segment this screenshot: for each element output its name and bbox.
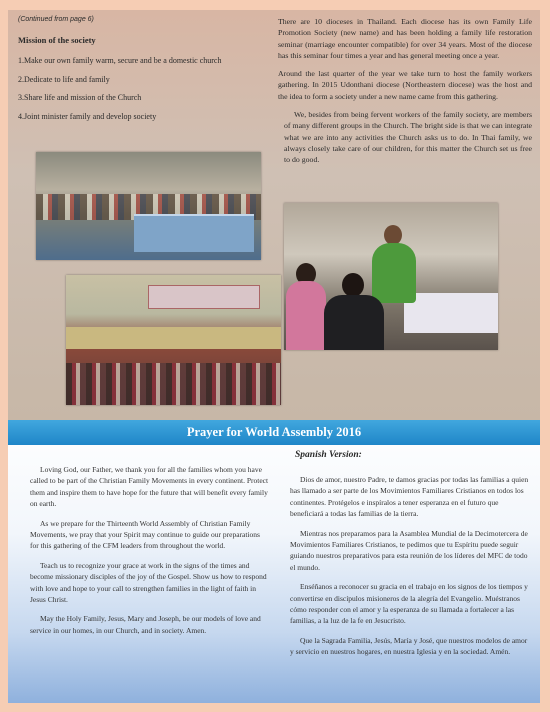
prayer-section [8, 420, 540, 703]
prayer-paragraph: Mientras nos preparamos para la Asamblea Mundial de la Decimotercera de Movimientos Familiares Cristianos, te pedimos que tu Espíritu puede seguir guiando nuestros preparativos para esta reunión de los líderes del MFC de todo el mundo. [290, 528, 528, 572]
mission-list [18, 52, 268, 126]
mission-item: 3.Share life and mission of the Church [18, 93, 142, 102]
prayer-title: Prayer for World Assembly 2016 [186, 425, 362, 439]
photo-priest-head [384, 225, 402, 245]
photo-altar [404, 293, 498, 333]
photo-boy [324, 295, 384, 350]
photo-gathering [36, 152, 261, 260]
mission-heading: Mission of the society [18, 35, 96, 45]
newsletter-page [8, 10, 540, 703]
article-paragraph: Around the last quarter of the year we take turn to host the family workers gathering. In 2015 Udonthani diocese (Northeastern diocese) was the host and the idea to form a society under a new name came from this gathering. [278, 69, 532, 101]
article-section [8, 10, 540, 420]
prayer-paragraph: Dios de amor, nuestro Padre, te damos gracias por todas las familias a quien has llamado a ser parte de los Movimientos Familiares Cristianos en todos los continentes. Protégelos e inspíralos a tener esperanza en el futuro que beneficiará a todas las familias de la tierra. [290, 475, 529, 519]
article-text [278, 16, 532, 173]
photo-priest [372, 243, 416, 303]
photo-girl [286, 281, 326, 350]
photo-stage [66, 327, 281, 349]
prayer-paragraph: Teach us to recognize your grace at work in the signs of the times and become missionary disciples of the joy of the Gospel. Show us how to respond with love and hope to your call to strengthen families in the light of faith in Jesus Christ. [30, 560, 267, 605]
mission-item: 1.Make our own family warm, secure and be a domestic church [18, 56, 222, 65]
prayer-english [30, 464, 270, 644]
photo-table [134, 214, 254, 252]
prayer-paragraph: Loving God, our Father, we thank you for all the families whom you have called to be part of the Christian Family Movements in every continent. Protect them and inspire them to have hope for the future that will benefit every family on earth. [30, 465, 269, 509]
prayer-paragraph: Enséñanos a reconocer su gracia en el trabajo en los signos de los tiempos y convertirse en discípulos misioneros de la alegría del Evangelio. Muéstranos cómo responder con el amor y la esperanza de su llamada a fortalecer a las familias, a la luz de la fe en Jesucristo. [290, 582, 528, 626]
mission-item: 2.Dedicate to life and family [18, 74, 110, 84]
prayer-paragraph: As we prepare for the Thirteenth World Assembly of Christian Family Movements, we pray that your Spirit may continue to guide our preparations for this gathering of the CFM leaders from throughout the world. [30, 518, 260, 551]
article-paragraph: We, besides from being fervent workers of the family society, are members of many different groups in the Church. The bright side is that we can integrate what we are into any activities the Church asks us to do. In Thai family, we always closely take care of our children, for this matter the Church set us free to do good. [284, 110, 532, 165]
mission-item: 4.Joint minister family and develop society [18, 111, 157, 121]
photo-banner [148, 285, 260, 309]
photo-crowd [66, 363, 281, 405]
prayer-spanish [290, 474, 530, 666]
prayer-title-bar [8, 420, 540, 445]
article-paragraph: There are 10 dioceses in Thailand. Each diocese has its own Family Life Promotion Society (new name) and has been holding a family life restoration seminar (marriage encounter compatible) for over 34 years. Most of the diocese has this seminar four times a year and has general meeting once a year. [278, 17, 532, 60]
photo-boy-head [342, 273, 364, 297]
continued-note: (Continued from page 6) [18, 16, 94, 23]
photo-mass [284, 203, 498, 350]
prayer-paragraph: May the Holy Family, Jesus, Mary and Joseph, be our models of love and service in our homes, in our Church, and in society. Amen. [30, 614, 261, 635]
spanish-heading: Spanish Version: [295, 450, 362, 460]
prayer-paragraph: Que la Sagrada Familia, Jesús, María y José, que nuestros modelos de amor y servicio en nuestros hogares, en nuestra Iglesia y en la sociedad. Amén. [290, 635, 528, 657]
photo-assembly-hall [66, 275, 281, 405]
